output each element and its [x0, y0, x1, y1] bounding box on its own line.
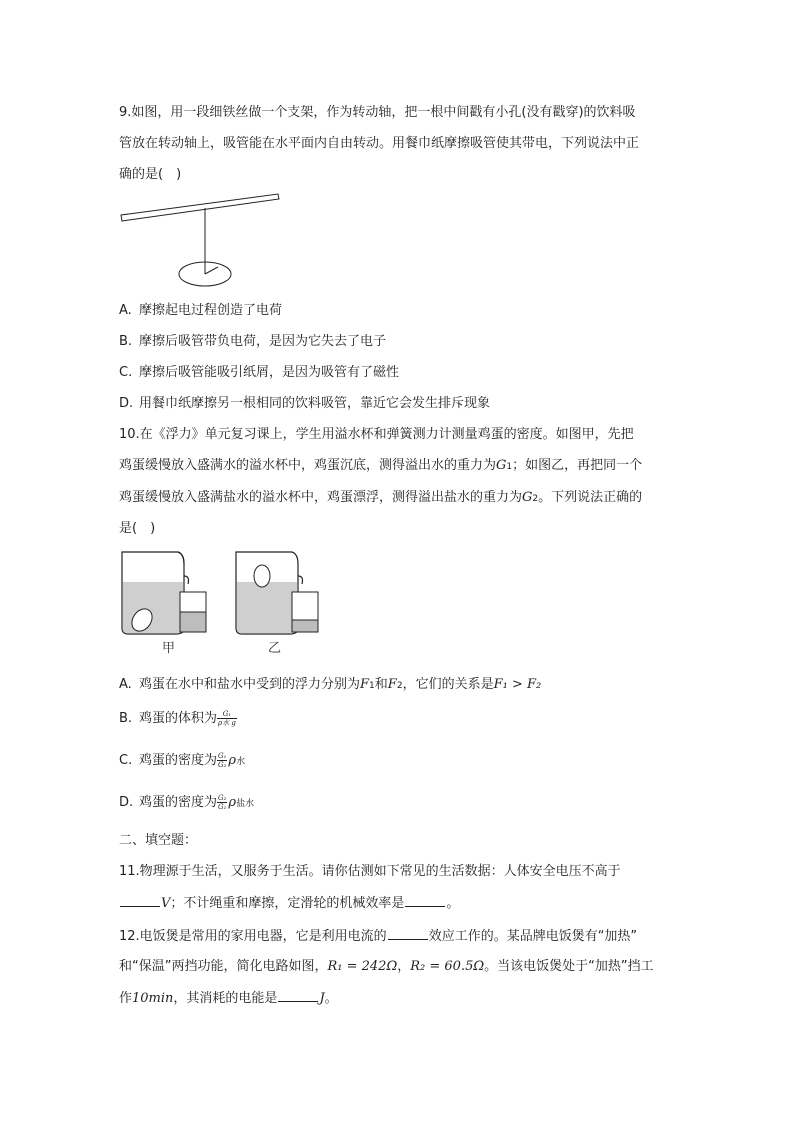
overflow-cup-figure [118, 546, 323, 662]
fraction: $\frac{\text{G₁}}{\text{ρ水 g}}$ [218, 710, 236, 727]
cup-saltwater [236, 552, 318, 634]
q9-option-a[interactable]: A. 摩擦起电过程创造了电荷 [119, 303, 283, 318]
figure-label-yi: 乙 [268, 641, 282, 656]
q12-line1: 12.电饭煲是常用的家用电器，它是利用电流的 效应工作的。某品牌电饭煲有“加热” [119, 929, 638, 944]
q9-line3: 确的是( ) [119, 167, 182, 182]
answer-blank-voltage[interactable] [120, 894, 160, 907]
q10-option-c[interactable]: C. 鸡蛋的密度为 $\frac{\text{G₁}}{\text{G₂}}$ ρ水 [119, 752, 246, 769]
fraction: $\frac{\text{G₂}}{\text{G₁}}$ [218, 794, 227, 811]
q9-line1: 9.如图，用一段细铁丝做一个支架，作为转动轴，把一根中间戳有小孔(没有戳穿)的饮料吸 [119, 105, 636, 120]
fraction: $\frac{\text{G₁}}{\text{G₂}}$ [218, 752, 227, 769]
figure-label-jia: 甲 [162, 641, 176, 656]
q12-line3: 作10min，其消耗的电能是 J。 [119, 991, 338, 1006]
q11-line2: V；不计绳重和摩擦，定滑轮的机械效率是 。 [119, 894, 459, 913]
answer-blank-efficiency[interactable] [405, 894, 445, 907]
section-title-fill-blank: 二、填空题： [119, 833, 198, 848]
q12-line2: 和“保温”两挡功能，简化电路如图，R₁ = 242Ω，R₂ = 60.5Ω。当该电饭煲处于“加热”挡工 [119, 959, 654, 974]
egg-floating [254, 565, 270, 587]
q10-option-a[interactable]: A. 鸡蛋在水中和盐水中受到的浮力分别为F1和F2，它们的关系是F₁ > F₂ [119, 677, 542, 692]
q9-option-d[interactable]: D. 用餐巾纸摩擦另一根相同的饮料吸管，靠近它会发生排斥现象 [119, 396, 491, 411]
q10-option-d[interactable]: D. 鸡蛋的密度为 $\frac{\text{G₂}}{\text{G₁}}$ ρ盐水 [119, 794, 255, 811]
straw [121, 194, 279, 221]
q10-line3: 鸡蛋缓慢放入盛满盐水的溢水杯中，鸡蛋漂浮，测得溢出盐水的重力为G2。下列说法正确的 [119, 490, 643, 505]
answer-blank-energy[interactable] [278, 989, 318, 1002]
q10-option-b[interactable]: B. 鸡蛋的体积为 $\frac{\text{G₁}}{\text{ρ水 g}}$ [119, 710, 236, 727]
cup-water [122, 552, 206, 635]
straw-rotation-figure [118, 190, 283, 290]
q9-option-c[interactable]: C. 摩擦后吸管能吸引纸屑，是因为吸管有了磁性 [119, 365, 400, 380]
q9-option-b[interactable]: B. 摩擦后吸管带负电荷，是因为它失去了电子 [119, 334, 387, 349]
q9-line2: 管放在转动轴上，吸管能在水平面内自由转动。用餐巾纸摩擦吸管使其带电，下列说法中正 [119, 136, 640, 151]
q10-line1: 10.在《浮力》单元复习课上，学生用溢水杯和弹簧测力计测量鸡蛋的密度。如图甲，先把 [119, 427, 634, 442]
q11-line1: 11.物理源于生活，又服务于生活。请你估测如下常见的生活数据：人体安全电压不高于 [119, 864, 621, 879]
q10-line2: 鸡蛋缓慢放入盛满水的溢水杯中，鸡蛋沉底，测得溢出水的重力为G1；如图乙，再把同一个 [119, 458, 643, 473]
answer-blank-effect[interactable] [388, 927, 428, 940]
q10-line4: 是( ) [119, 521, 156, 536]
